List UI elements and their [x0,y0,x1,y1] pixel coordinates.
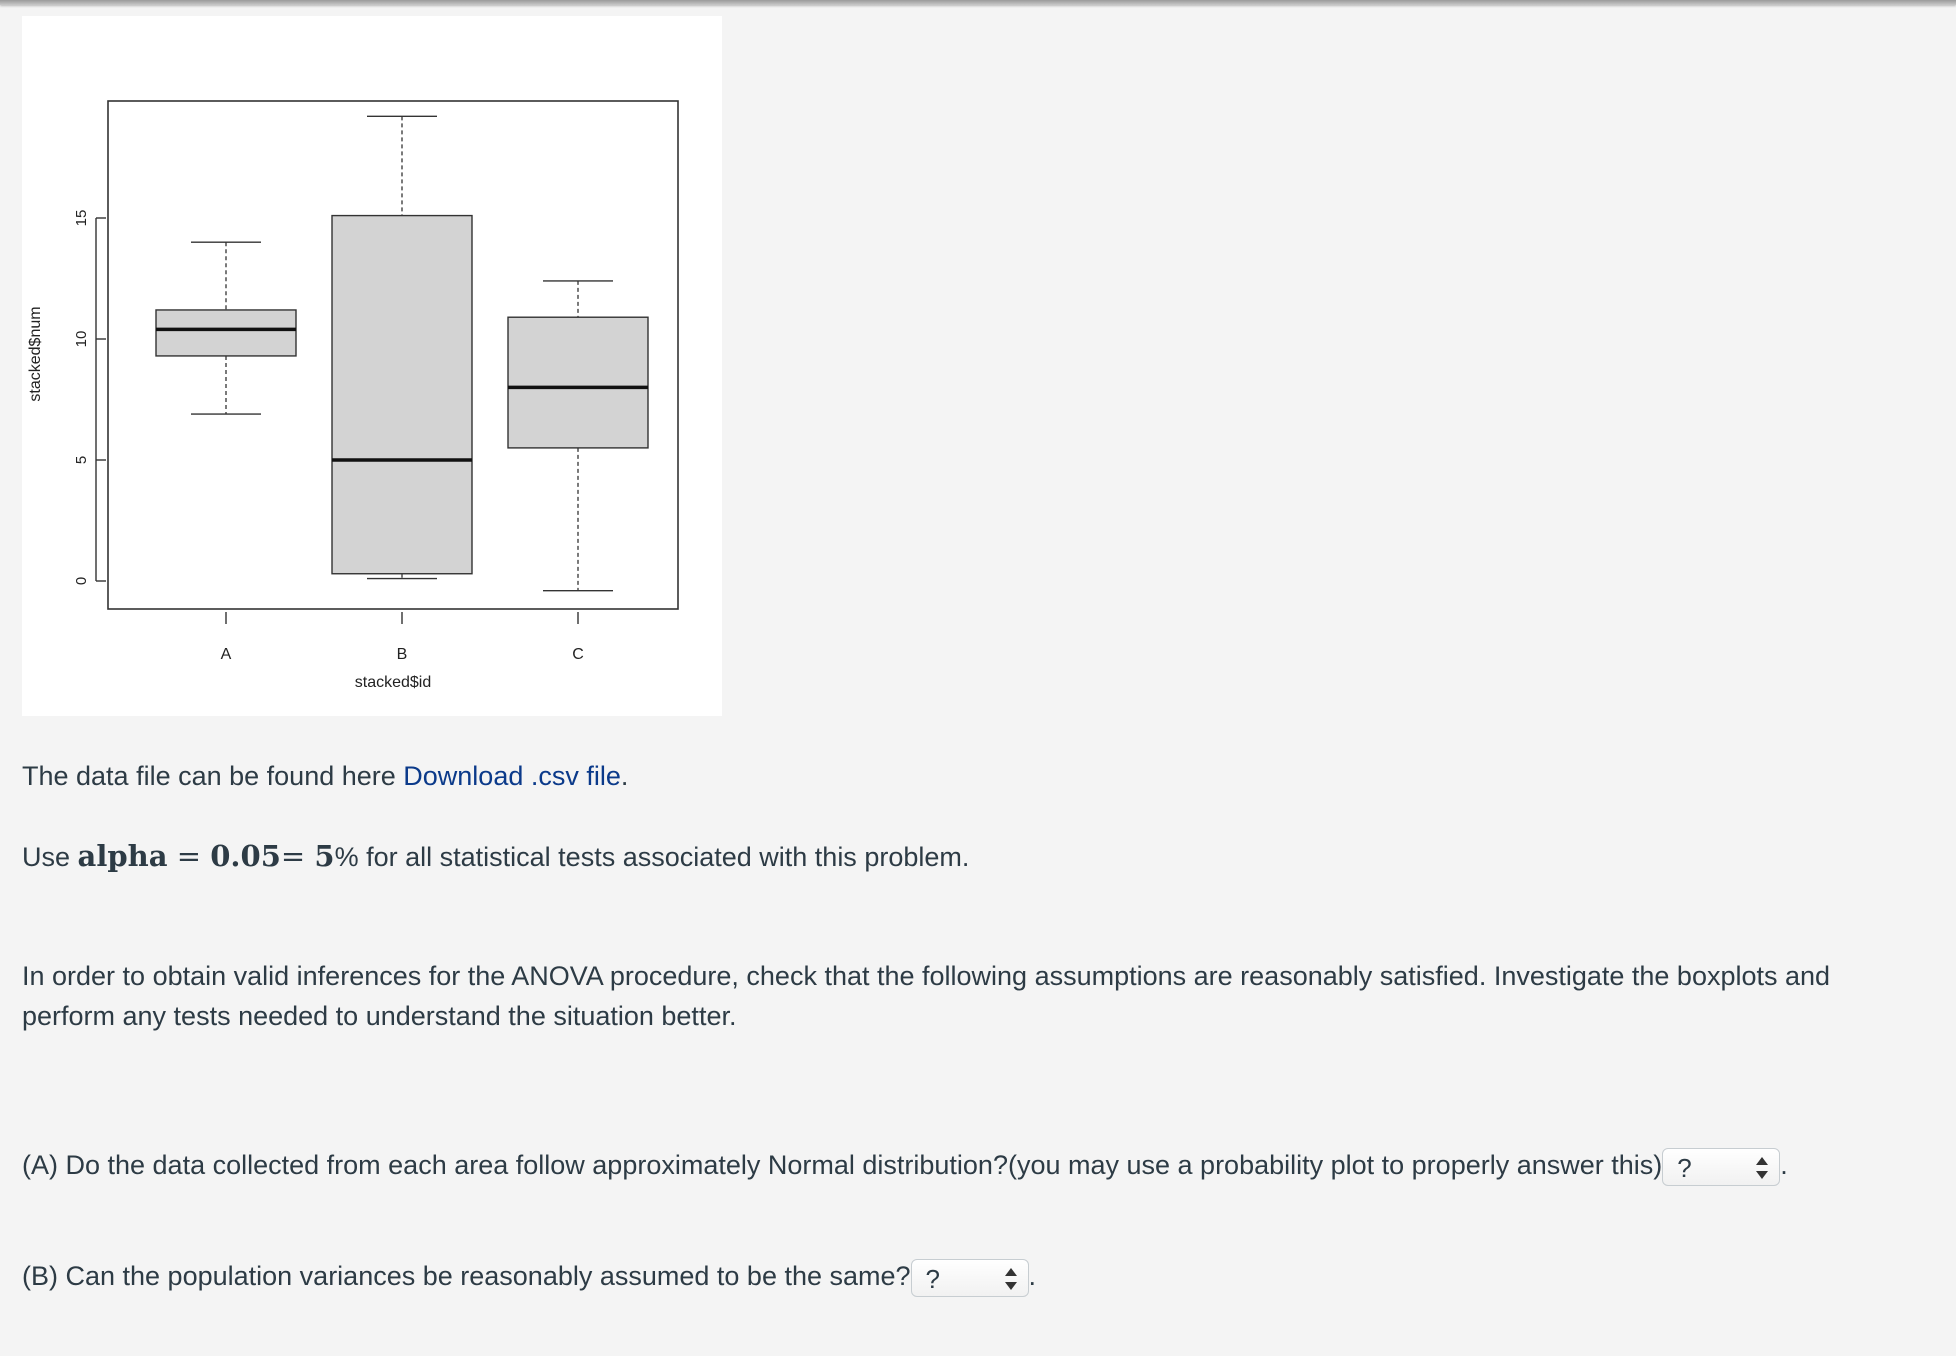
y-tick-label: 5 [73,455,90,465]
question-a [22,1145,1788,1186]
question-a-period: . [1780,1150,1788,1180]
download-csv-link[interactable]: Download .csv file [403,761,621,791]
alpha-line [22,836,969,877]
use-prefix: Use [22,842,78,872]
question-b-period: . [1028,1261,1037,1291]
box-C [508,281,648,591]
x-axis [221,612,584,663]
x-tick-label: A [220,646,232,663]
y-tick-label: 0 [73,576,90,586]
data-file-suffix: . [620,761,629,791]
x-tick-label: C [572,646,584,663]
y-tick-label: 10 [73,330,90,348]
equals-sign: = [167,839,211,873]
question-a-select-value: ? [1677,1152,1692,1183]
question-b-select[interactable] [911,1259,1029,1297]
iqr-box [508,317,648,448]
x-axis-label: stacked$id [354,674,432,691]
y-tick-label: 15 [73,209,90,227]
select-arrows-icon [1004,1266,1018,1292]
select-arrows-icon [1755,1155,1769,1181]
data-file-line [22,756,628,796]
equals-sign-2: = [280,839,315,873]
y-axis-label: stacked$num [27,306,44,402]
use-suffix: % for all statistical tests associated with this problem. [334,842,970,872]
alpha-word: alpha [77,839,168,873]
alpha-value: 0.05 [210,839,281,873]
question-b [22,1256,1036,1297]
y-axis [73,210,106,586]
top-shadow-bar [0,0,1956,5]
x-tick-label: B [396,646,408,663]
iqr-box [156,310,296,356]
question-a-select[interactable] [1662,1148,1780,1186]
boxes-group [156,116,648,590]
box-B [332,116,472,578]
boxplot-figure [22,16,722,716]
alpha-percent-number: 5 [314,839,335,873]
boxplot-chart [22,16,722,716]
question-b-select-value: ? [925,1263,941,1294]
iqr-box [332,216,472,574]
box-A [156,242,296,414]
question-a-text: (A) Do the data collected from each area follow approximately Normal distribution?(you may use a probability plot to properly answer this) [22,1150,1663,1180]
data-file-prefix: The data file can be found here [22,761,404,791]
question-b-text: (B) Can the population variances be reasonably assumed to be the same? [22,1261,911,1291]
inferences-paragraph: In order to obtain valid inferences for the ANOVA procedure, check that the following assumptions are reasonably satisfied. Investigate the boxplots and perform any tests needed to understand the situation better. [22,961,1831,1031]
